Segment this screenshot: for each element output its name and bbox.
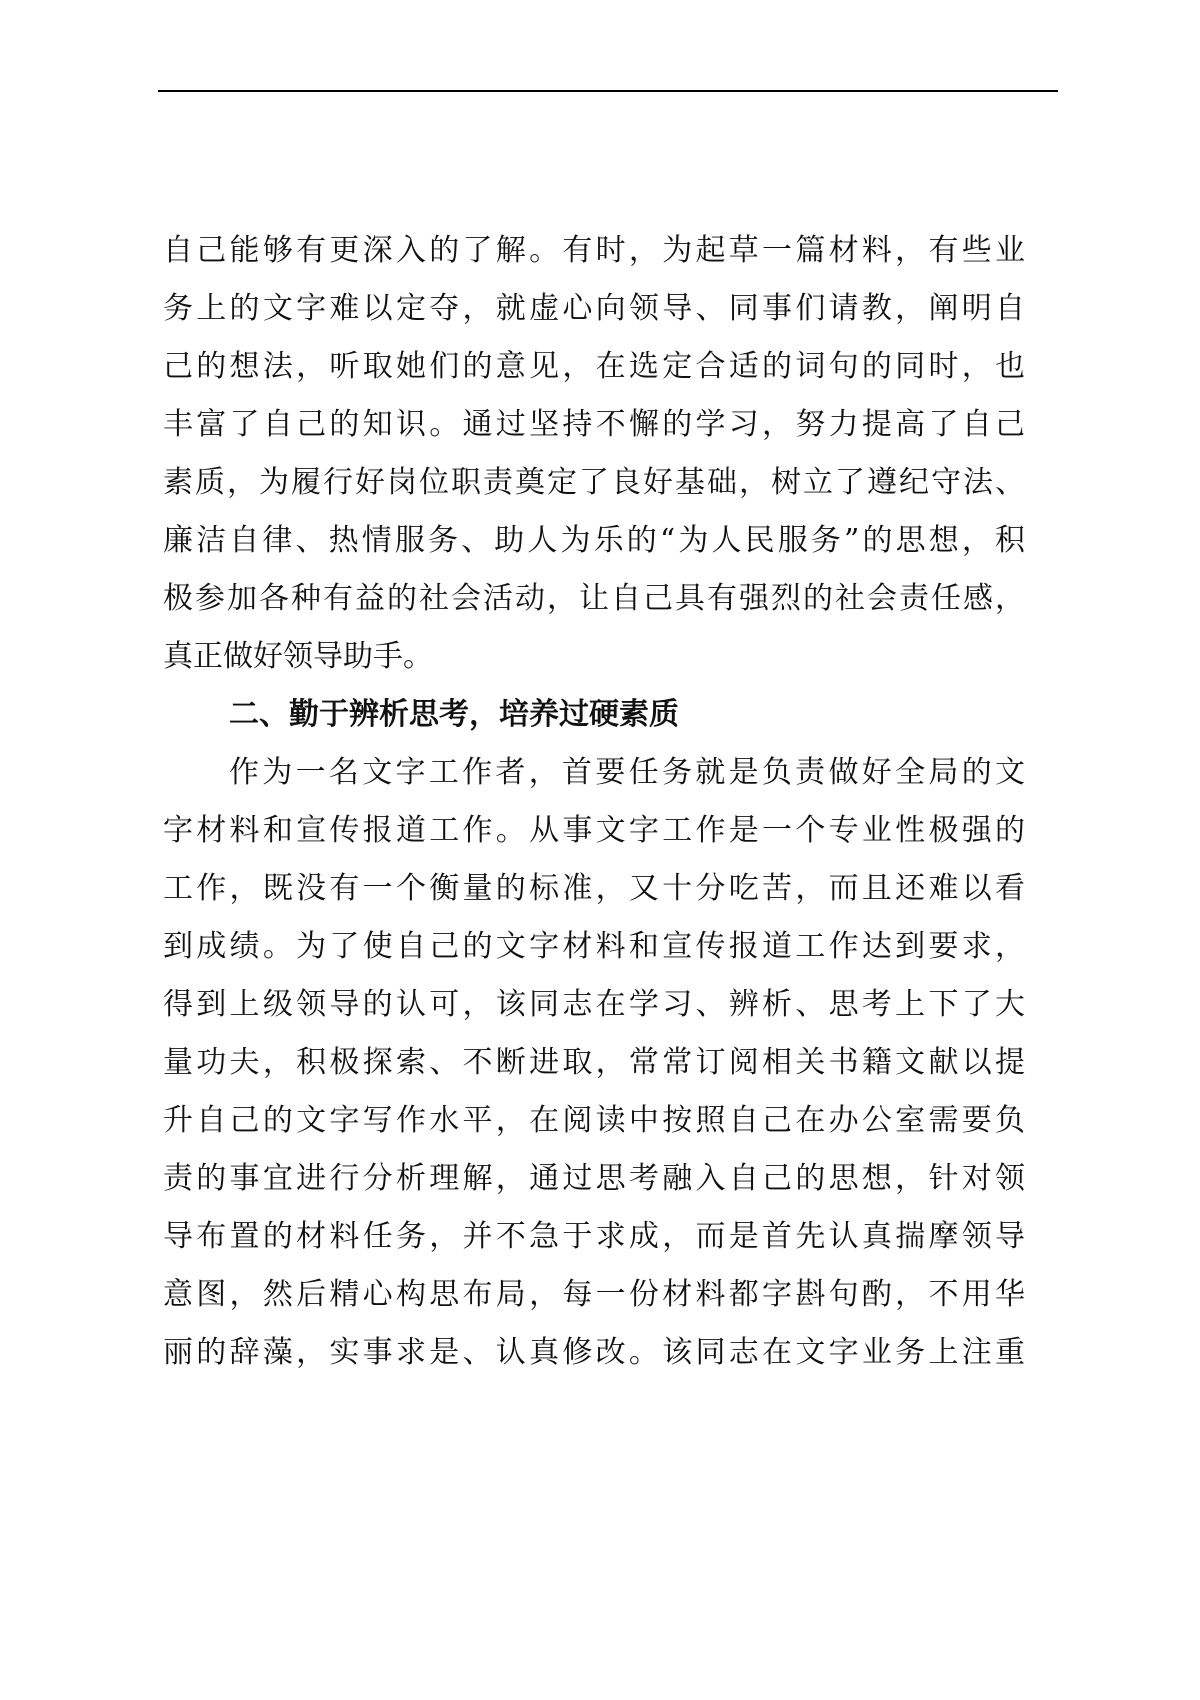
text-line: 意图，然后精心构思布局，每一份材料都字斟句酌，不用华 xyxy=(163,1277,1025,1312)
text-line: 廉洁自律、热情服务、助人为乐的“为人民服务”的思想，积 xyxy=(163,523,1025,558)
text-line: 务上的文字难以定夺，就虚心向领导、同事们请教，阐明自 xyxy=(163,291,1025,326)
text-line: 到成绩。为了使自己的文字材料和宣传报道工作达到要求， xyxy=(163,929,1025,964)
section-heading: 二、勤于辨析思考，培养过硬素质 xyxy=(229,697,679,732)
text-line: 工作，既没有一个衡量的标准，又十分吃苦，而且还难以看 xyxy=(163,871,1025,906)
text-line: 丰富了自己的知识。通过坚持不懈的学习，努力提高了自己 xyxy=(163,407,1025,442)
text-line: 升自己的文字写作水平，在阅读中按照自己在办公室需要负 xyxy=(163,1103,1025,1138)
text-line: 极参加各种有益的社会活动，让自己具有强烈的社会责任感， xyxy=(163,581,1025,616)
text-line: 得到上级领导的认可，该同志在学习、辨析、思考上下了大 xyxy=(163,987,1025,1022)
text-line: 己的想法，听取她们的意见，在选定合适的词句的同时，也 xyxy=(163,349,1025,384)
text-line: 自己能够有更深入的了解。有时，为起草一篇材料，有些业 xyxy=(163,233,1025,268)
text-line: 素质，为履行好岗位职责奠定了良好基础，树立了遵纪守法、 xyxy=(163,465,1025,500)
text-line: 导布置的材料任务，并不急于求成，而是首先认真揣摩领导 xyxy=(163,1219,1025,1254)
paragraph-2 xyxy=(163,744,1025,1382)
text-line: 量功夫，积极探索、不断进取，常常订阅相关书籍文献以提 xyxy=(163,1045,1025,1080)
document-body xyxy=(163,222,1025,1382)
text-line: 字材料和宣传报道工作。从事文字工作是一个专业性极强的 xyxy=(163,813,1025,848)
paragraph-1 xyxy=(163,222,1025,686)
text-line: 丽的辞藻，实事求是、认真修改。该同志在文字业务上注重 xyxy=(163,1335,1025,1370)
text-line: 作为一名文字工作者，首要任务就是负责做好全局的文 xyxy=(229,755,1025,790)
header-rule xyxy=(158,90,1058,92)
text-line: 责的事宜进行分析理解，通过思考融入自己的思想，针对领 xyxy=(163,1161,1025,1196)
text-line: 真正做好领导助手。 xyxy=(163,639,433,674)
